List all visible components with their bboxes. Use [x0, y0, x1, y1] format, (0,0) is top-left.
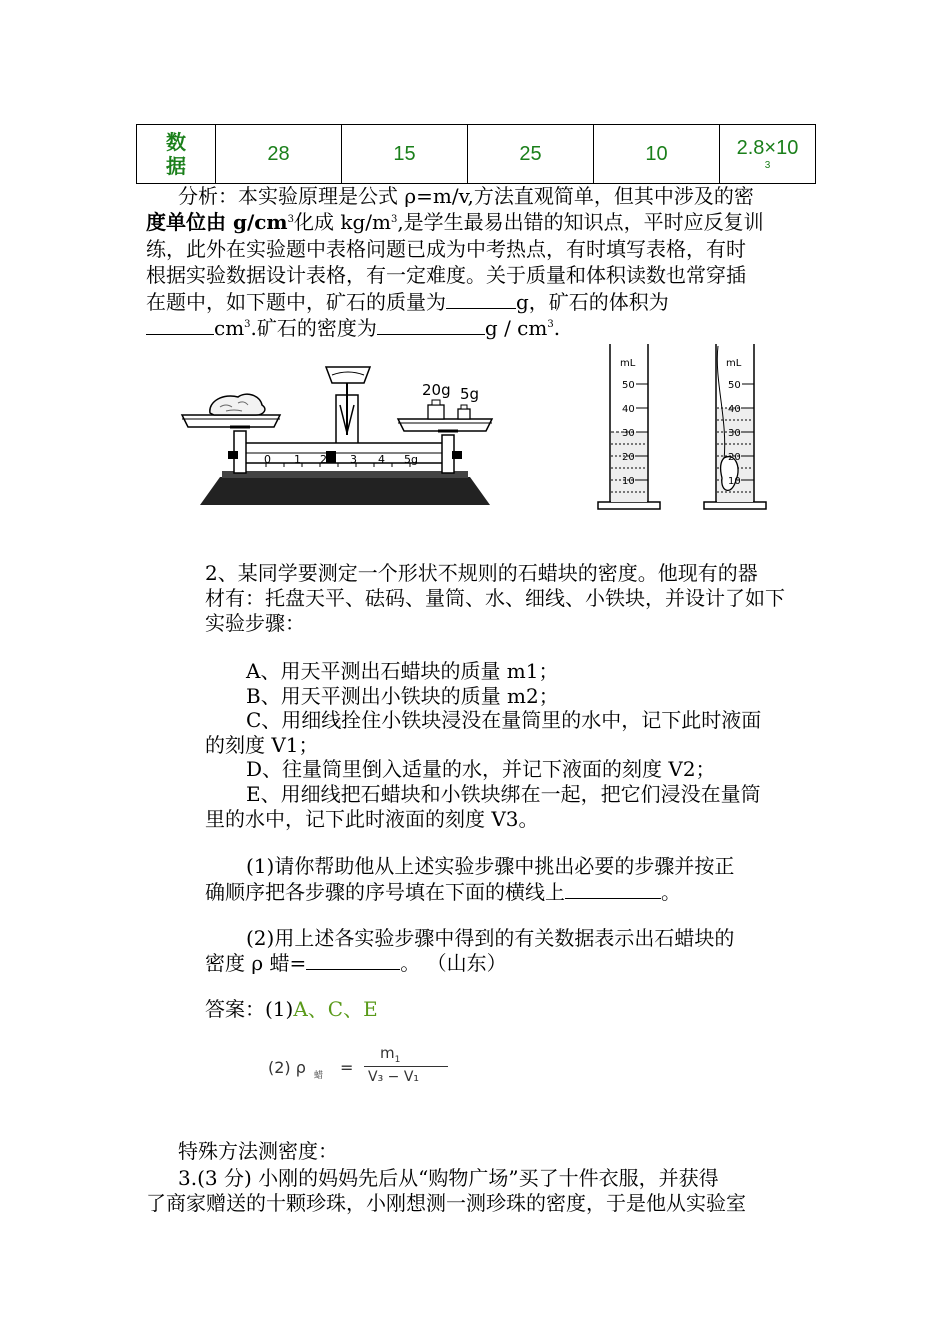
- answer-value: A、C、E: [293, 997, 378, 1021]
- analysis-line-2b: 化成 kg/m: [293, 210, 391, 234]
- weight-5g: [458, 409, 470, 419]
- tick-label: 50: [728, 380, 741, 391]
- answer-label: 答案：(1): [205, 997, 294, 1021]
- table-cell: 28: [216, 125, 342, 184]
- analysis-line-6b: .矿石的密度为: [250, 316, 377, 340]
- table-cell: 15: [342, 125, 468, 184]
- step-e-2: 里的水中，记下此时液面的刻度 V3。: [205, 807, 539, 831]
- weight-label-20g: 20g: [422, 381, 451, 399]
- sub-question-2a: (2)用上述各实验步骤中得到的有关数据表示出石蜡块的: [246, 926, 735, 950]
- analysis-line-6d: .: [553, 316, 561, 340]
- weight-20g: [428, 405, 444, 419]
- right-pan: [398, 419, 492, 431]
- blank-mass[interactable]: [446, 288, 516, 309]
- table-cell: 25: [468, 125, 594, 184]
- sub-question-1b-text: 确顺序把各步骤的序号填在下面的横线上: [205, 880, 565, 904]
- formula-prefix: (2) ρ: [268, 1058, 306, 1077]
- blank-density-formula[interactable]: [306, 949, 400, 970]
- tick-label: 20: [622, 452, 635, 463]
- cylinder-after: [704, 344, 766, 509]
- sup-3: 3: [287, 214, 294, 225]
- sub-question-2c: 。 （山东）: [400, 951, 507, 975]
- analysis-line-1: 分析：本实验原理是公式 ρ=m/v,方法直观简单，但其中涉及的密: [178, 184, 754, 208]
- rock-sample: [210, 394, 265, 415]
- formula-numerator: [380, 1044, 400, 1065]
- scale-label: 4: [378, 453, 385, 466]
- answer-formula: [268, 1044, 458, 1092]
- tick-label: 30: [728, 428, 741, 439]
- analysis-line-6: [146, 314, 560, 341]
- q2-line-2: 材有：托盘天平、砝码、量筒、水、细线、小铁块，并设计了如下: [205, 586, 785, 610]
- sub-question-2b: [205, 949, 507, 976]
- row-label-2: 据: [166, 154, 186, 178]
- cylinder-before: [598, 344, 660, 509]
- answer-line: [205, 996, 378, 1022]
- step-a: A、用天平测出石蜡块的质量 m1；: [246, 659, 559, 683]
- analysis-line-2c: ,是学生最易出错的知识点，平时应反复训: [397, 210, 764, 234]
- balance-illustration: [180, 355, 510, 510]
- data-table: [136, 124, 816, 184]
- tick-label: 30: [622, 428, 635, 439]
- formula-denominator: V₃ − V₁: [368, 1069, 420, 1085]
- analysis-line-2: [146, 209, 764, 235]
- step-c-2: 的刻度 V1；: [205, 733, 319, 757]
- blank-volume[interactable]: [146, 314, 214, 335]
- sup-3: 3: [547, 319, 554, 330]
- tick-label: 10: [622, 476, 635, 487]
- blank-density[interactable]: [377, 314, 485, 335]
- blank-steps[interactable]: [565, 878, 661, 899]
- scale-label: 1: [294, 453, 301, 466]
- sub-question-1a: (1)请你帮助他从上述实验步骤中挑出必要的步骤并按正: [246, 854, 735, 878]
- unit-label: mL: [726, 358, 742, 369]
- tick-label: 40: [622, 404, 635, 415]
- rider: [326, 451, 336, 463]
- analysis-line-5a: 在题中，如下题中，矿石的质量为: [146, 290, 446, 314]
- special-heading: 特殊方法测密度：: [178, 1139, 338, 1163]
- last-cell-value: 2.8×10: [736, 137, 799, 159]
- table-cell: 10: [594, 125, 720, 184]
- tick-label: 40: [728, 404, 741, 415]
- formula-subscript: 蜡: [314, 1071, 324, 1081]
- table-cell-last: [720, 125, 816, 184]
- formula-num-sub: 1: [394, 1055, 401, 1065]
- step-e-1: E、用细线把石蜡块和小铁块绑在一起，把它们浸没在量筒: [246, 782, 761, 806]
- scale-label: 0: [264, 453, 271, 466]
- q2-line-3: 实验步骤：: [205, 611, 305, 635]
- balance-base: [200, 477, 490, 505]
- last-cell-exp: 3: [764, 160, 771, 171]
- scale-label: 2: [320, 453, 327, 466]
- analysis-line-3: 练，此外在实验题中表格问题已成为中考热点，有时填写表格，有时: [146, 237, 746, 261]
- formula-equals: =: [340, 1058, 354, 1077]
- cylinders-illustration: [596, 340, 768, 512]
- special-line-1: 3.(3 分) 小刚的妈妈先后从“购物广场”买了十件衣服，并获得: [178, 1166, 719, 1190]
- scale-label: 5g: [404, 453, 418, 466]
- step-b: B、用天平测出小铁块的质量 m2；: [246, 684, 559, 708]
- sup-3: 3: [244, 319, 251, 330]
- sub-question-1c: 。: [661, 880, 681, 904]
- row-label-1: 数: [166, 130, 186, 154]
- step-c-1: C、用细线拴住小铁块浸没在量筒里的水中，记下此时液面: [246, 708, 762, 732]
- weight-label-5g: 5g: [460, 385, 480, 403]
- analysis-line-5b: g，矿石的体积为: [516, 290, 669, 314]
- tick-label: 10: [728, 476, 741, 487]
- fraction-bar: [364, 1066, 448, 1067]
- analysis-line-5: [146, 288, 669, 315]
- special-line-2: 了商家赠送的十颗珍珠，小刚想测一测珍珠的密度，于是他从实验室: [146, 1191, 746, 1215]
- table-row: [137, 125, 816, 184]
- unit-label: mL: [620, 358, 636, 369]
- balance-base-top: [222, 471, 468, 478]
- tick-label: 50: [622, 380, 635, 391]
- analysis-line-2a: 度单位由 g/cm: [146, 210, 288, 234]
- sup-3: 3: [390, 214, 398, 225]
- analysis-line-6a: cm: [214, 316, 245, 340]
- step-d: D、往量筒里倒入适量的水，并记下液面的刻度 V2；: [246, 757, 716, 781]
- formula-num: m: [380, 1044, 395, 1062]
- analysis-line-6c: g / cm: [484, 316, 548, 340]
- row-header-cell: [137, 125, 216, 184]
- tick-label: 20: [728, 452, 741, 463]
- q2-line-1: 2、某同学要测定一个形状不规则的石蜡块的密度。他现有的器: [205, 561, 758, 585]
- analysis-line-4: 根据实验数据设计表格，有一定难度。关于质量和体积读数也常穿插: [146, 263, 746, 287]
- scale-label: 3: [350, 453, 357, 466]
- sub-question-1b: [205, 878, 681, 905]
- left-pan: [182, 415, 280, 427]
- sub-question-2b-text: 密度 ρ 蜡=: [205, 951, 307, 975]
